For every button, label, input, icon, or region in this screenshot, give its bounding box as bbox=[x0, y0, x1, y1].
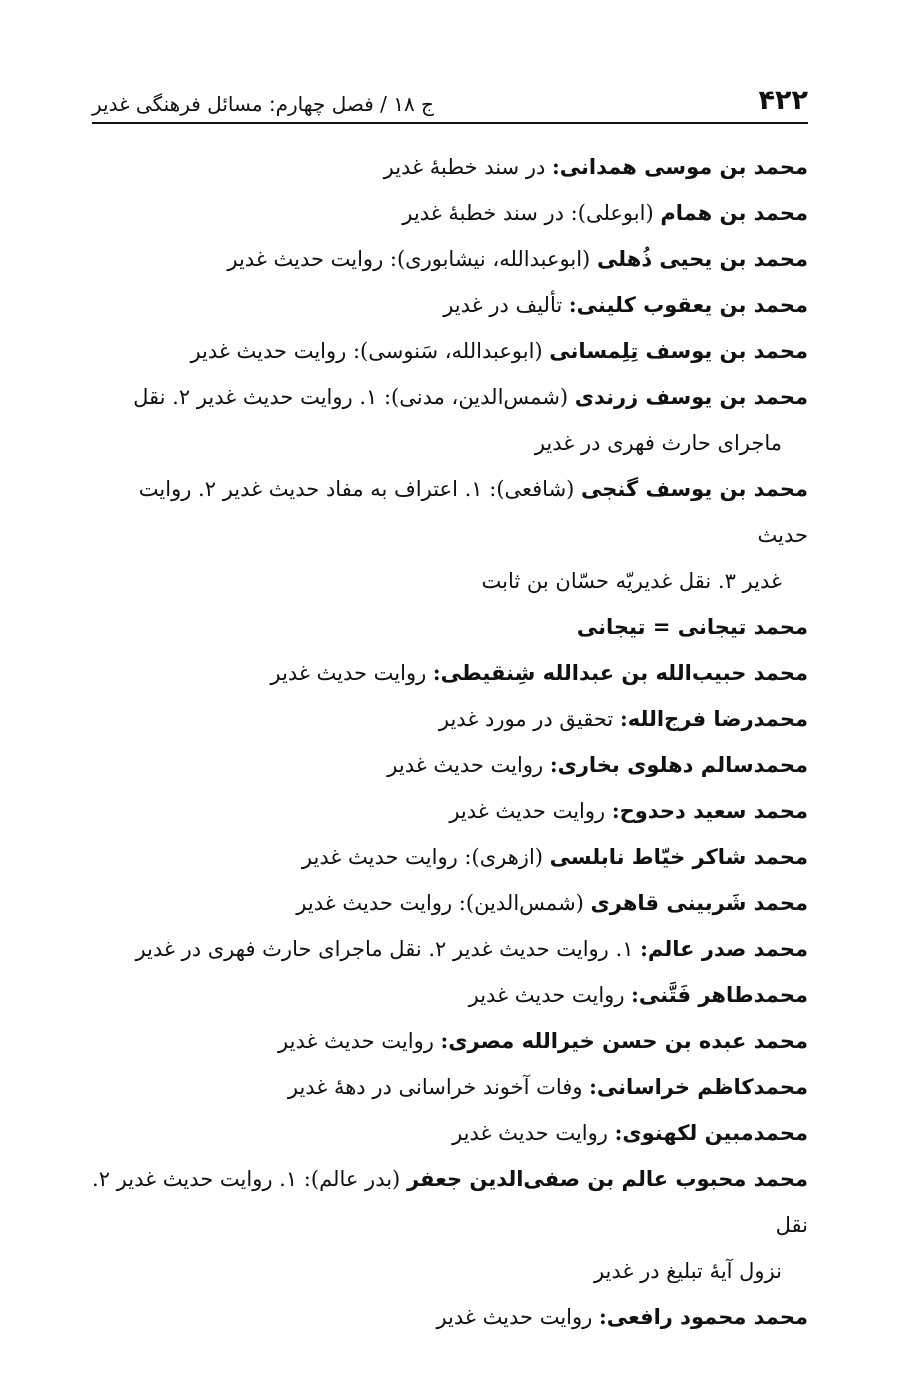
entry-name: محمد سعید دحدوح bbox=[619, 799, 808, 823]
entry-description: (شمس‌الدین): روایت حدیث غدیر bbox=[296, 891, 591, 915]
entry-separator: : bbox=[611, 798, 620, 823]
entry-description: روایت حدیث غدیر bbox=[387, 753, 550, 777]
list-item bbox=[92, 650, 808, 696]
list-item bbox=[92, 1156, 808, 1294]
entry-separator: : bbox=[614, 1120, 623, 1145]
entry-separator: : bbox=[549, 752, 558, 777]
list-item bbox=[92, 880, 808, 926]
entry-continuation: غدیر ۳. نقل غدیریّه حسّان بن ثابت bbox=[481, 569, 782, 593]
entry-separator: : bbox=[589, 1074, 597, 1099]
entry-description: (ابوعبدالله، سَنوسی): روایت حدیث غدیر bbox=[190, 339, 550, 363]
list-item bbox=[92, 144, 808, 190]
list-item bbox=[92, 788, 808, 834]
entry-name: محمدمبین لکهنوی bbox=[622, 1121, 808, 1145]
entry-name: محمد بن همام bbox=[660, 201, 808, 225]
list-item bbox=[92, 466, 808, 604]
list-item bbox=[92, 328, 808, 374]
entry-name: محمدطاهر فَتَّنی bbox=[638, 983, 808, 1007]
entry-name: محمد حبیب‌الله بن عبدالله شِنقیطی bbox=[440, 661, 808, 685]
entry-description: در سند خطبهٔ غدیر bbox=[383, 155, 552, 179]
entry-separator: : bbox=[640, 936, 648, 961]
list-item bbox=[92, 696, 808, 742]
list-item bbox=[92, 282, 808, 328]
entry-name: محمد تیجانی = تیجانی bbox=[576, 615, 808, 639]
entry-name: محمد بن یوسف تِلِمسانی bbox=[549, 339, 808, 363]
entry-description: (شافعی): ۱. اعتراف به مفاد حدیث غدیر ۲. روایت حدیث bbox=[138, 477, 808, 547]
entry-description: (شمس‌الدین، مدنی): ۱. روایت حدیث غدیر ۲. نقل bbox=[133, 385, 575, 409]
entry-description: روایت حدیث غدیر bbox=[436, 1305, 599, 1329]
entry-name: محمد محبوب عالم بن صفی‌الدین جعفر bbox=[406, 1167, 808, 1191]
entry-name: محمدرضا فرج‌الله bbox=[627, 707, 808, 731]
entry-separator: : bbox=[598, 1304, 607, 1329]
entry-name: محمد بن یوسف زرندی bbox=[574, 385, 808, 409]
list-item bbox=[92, 604, 808, 650]
list-item bbox=[92, 742, 808, 788]
entry-separator: : bbox=[432, 660, 441, 685]
entry-description: روایت حدیث غدیر bbox=[449, 799, 612, 823]
entry-name: محمد بن یوسف گنجی bbox=[581, 477, 808, 501]
list-item bbox=[92, 236, 808, 282]
entry-continuation: ماجرای حارث فهری در غدیر bbox=[534, 431, 782, 455]
entry-continuation: نزول آیهٔ تبلیغ در غدیر bbox=[593, 1259, 782, 1283]
list-item bbox=[92, 1294, 808, 1340]
list-item bbox=[92, 834, 808, 880]
entry-description: ۱. روایت حدیث غدیر ۲. نقل ماجرای حارث فهری در غدیر bbox=[135, 937, 641, 961]
entry-description: روایت حدیث غدیر bbox=[452, 1121, 615, 1145]
list-item bbox=[92, 374, 808, 466]
page-number: ۴۲۲ bbox=[758, 85, 808, 116]
entry-name: محمد صدر عالم bbox=[647, 937, 808, 961]
entry-separator: : bbox=[631, 982, 639, 1007]
list-item bbox=[92, 190, 808, 236]
entry-description: روایت حدیث غدیر bbox=[270, 661, 433, 685]
running-title: ج ۱۸ / فصل چهارم: مسائل فرهنگی غدیر bbox=[92, 92, 434, 116]
entry-description: (ازهری): روایت حدیث غدیر bbox=[301, 845, 550, 869]
entry-separator: : bbox=[440, 1028, 449, 1053]
entry-separator: : bbox=[619, 706, 628, 731]
list-item bbox=[92, 1018, 808, 1064]
list-item bbox=[92, 1110, 808, 1156]
entry-description: (بدر عالم): ۱. روایت حدیث غدیر ۲. نقل bbox=[92, 1167, 808, 1237]
entry-name: محمد شَربینی قاهری bbox=[590, 891, 808, 915]
page-header bbox=[92, 66, 808, 124]
entry-description: تألیف در غدیر bbox=[443, 293, 569, 317]
entry-list bbox=[92, 144, 808, 1340]
entry-name: محمد بن یعقوب کلینی bbox=[576, 293, 808, 317]
entry-name: محمد شاکر خیّاط نابلسی bbox=[549, 845, 808, 869]
list-item bbox=[92, 926, 808, 972]
entry-name: محمدکاظم خراسانی bbox=[596, 1075, 808, 1099]
list-item bbox=[92, 972, 808, 1018]
entry-name: محمد بن یحیی ذُهلی bbox=[596, 247, 808, 271]
entry-description: روایت حدیث غدیر bbox=[468, 983, 632, 1007]
entry-name: محمد بن موسی همدانی bbox=[559, 155, 808, 179]
entry-name: محمد محمود رافعی bbox=[606, 1305, 808, 1329]
entry-description: روایت حدیث غدیر bbox=[278, 1029, 441, 1053]
list-item bbox=[92, 1064, 808, 1110]
entry-description: تحقیق در مورد غدیر bbox=[438, 707, 620, 731]
entry-name: محمد عبده بن حسن خیرالله مصری bbox=[448, 1029, 808, 1053]
entry-separator: : bbox=[568, 292, 577, 317]
entry-description: وفات آخوند خراسانی در دههٔ غدیر bbox=[287, 1075, 590, 1099]
entry-description: (ابوعلی): در سند خطبهٔ غدیر bbox=[402, 201, 661, 225]
entry-description: (ابوعبدالله، نیشابوری): روایت حدیث غدیر bbox=[227, 247, 597, 271]
entry-separator: : bbox=[552, 154, 560, 179]
entry-name: محمدسالم دهلوی بخاری bbox=[557, 753, 808, 777]
